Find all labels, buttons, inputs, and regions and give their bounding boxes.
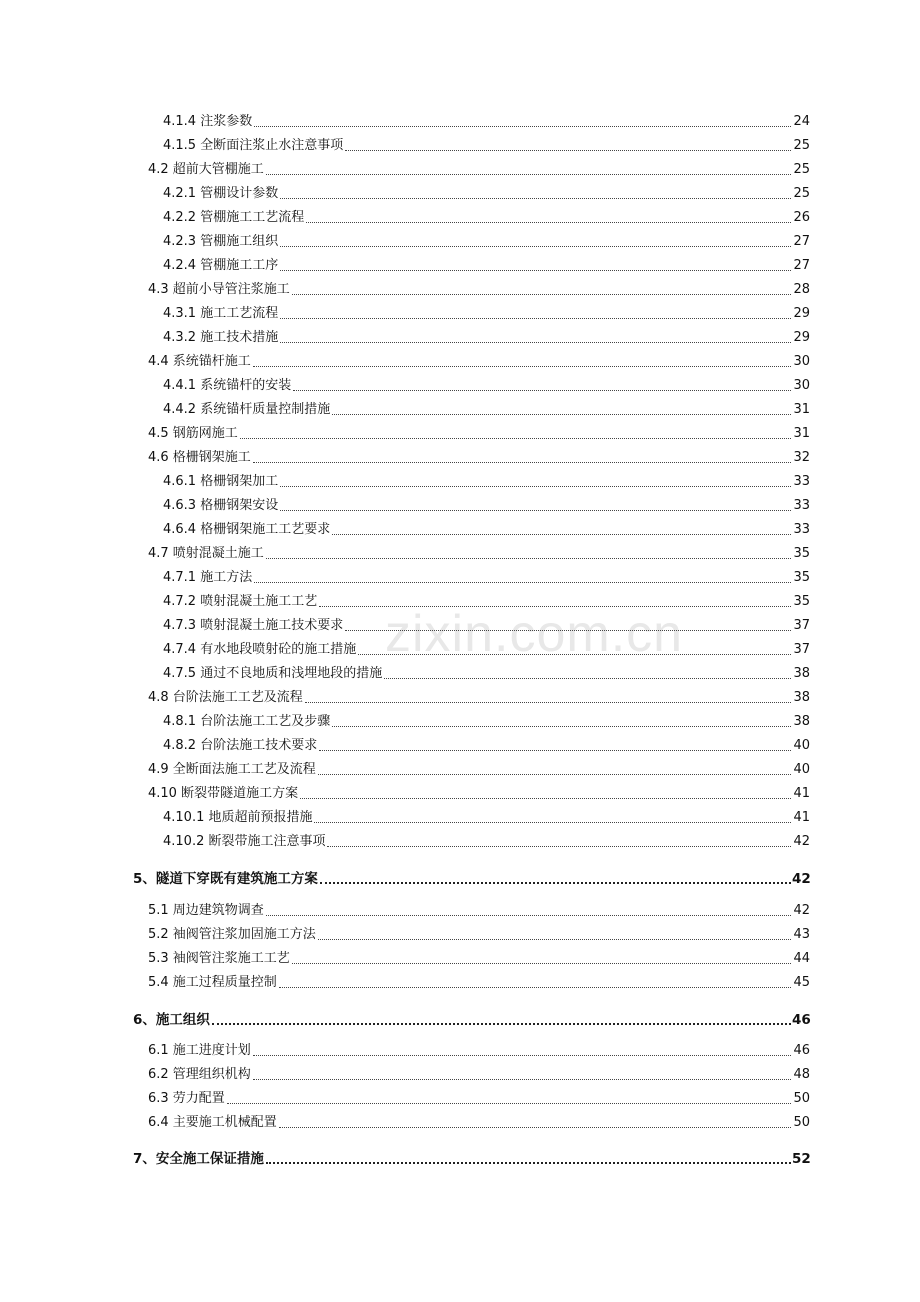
- toc-leader-dots: [266, 1162, 791, 1164]
- toc-entry[interactable]: [148, 762, 810, 778]
- toc-entry[interactable]: [163, 330, 810, 346]
- toc-entry[interactable]: [133, 871, 810, 887]
- toc-entry-title: 4.7.4 有水地段喷射砼的施工措施: [163, 642, 357, 657]
- toc-entry[interactable]: [148, 546, 810, 562]
- toc-leader-dots: [266, 558, 791, 559]
- toc-entry-page: 48: [793, 1067, 810, 1082]
- toc-entry-title: 7、安全施工保证措施: [133, 1151, 264, 1167]
- toc-entry-title: 4.2.4 管棚施工工序: [163, 258, 279, 273]
- toc-leader-dots: [345, 150, 791, 151]
- toc-entry[interactable]: [163, 138, 810, 154]
- toc-entry[interactable]: [148, 282, 810, 298]
- toc-leader-dots: [314, 822, 791, 823]
- toc-leader-dots: [227, 1103, 791, 1104]
- toc-entry[interactable]: [163, 258, 810, 274]
- toc-entry[interactable]: [148, 786, 810, 802]
- toc-entry-title: 4.8.2 台阶法施工技术要求: [163, 738, 318, 753]
- toc-entry-title: 4.7.2 喷射混凝土施工工艺: [163, 594, 318, 609]
- toc-leader-dots: [280, 510, 791, 511]
- toc-leader-dots: [266, 915, 791, 916]
- toc-leader-dots: [318, 939, 791, 940]
- toc-entry-title: 4.2.1 管棚设计参数: [163, 186, 279, 201]
- toc-entry[interactable]: [148, 354, 810, 370]
- toc-entry-page: 32: [793, 450, 810, 465]
- toc-leader-dots: [280, 198, 791, 199]
- toc-leader-dots: [318, 774, 791, 775]
- toc-entry[interactable]: [133, 1012, 810, 1028]
- toc-entry[interactable]: [148, 975, 810, 991]
- toc-entry[interactable]: [163, 114, 810, 130]
- watermark: zixin.com.cn: [385, 605, 684, 663]
- toc-entry-page: 26: [793, 210, 810, 225]
- toc-leader-dots: [279, 1127, 791, 1128]
- toc-leader-dots: [240, 438, 791, 439]
- toc-entry-title: 4.8.1 台阶法施工工艺及步骤: [163, 714, 331, 729]
- toc-entry[interactable]: [163, 618, 810, 634]
- toc-entry-title: 4.6.3 格栅钢架安设: [163, 498, 279, 513]
- toc-entry-page: 37: [793, 618, 810, 633]
- toc-entry-page: 24: [793, 114, 810, 129]
- toc-entry-page: 38: [793, 666, 810, 681]
- toc-entry-title: 6.1 施工进度计划: [148, 1043, 251, 1058]
- toc-entry-page: 33: [793, 498, 810, 513]
- toc-leader-dots: [306, 222, 791, 223]
- toc-entry[interactable]: [148, 1091, 810, 1107]
- toc-entry-page: 28: [793, 282, 810, 297]
- toc-entry-page: 46: [793, 1043, 810, 1058]
- toc-entry-page: 33: [793, 474, 810, 489]
- toc-entry-page: 35: [793, 570, 810, 585]
- toc-leader-dots: [254, 582, 791, 583]
- toc-entry[interactable]: [148, 426, 810, 442]
- toc-leader-dots: [280, 318, 791, 319]
- toc-entry-page: 50: [793, 1115, 810, 1130]
- toc-entry-title: 4.8 台阶法施工工艺及流程: [148, 690, 303, 705]
- toc-leader-dots: [253, 1055, 791, 1056]
- toc-entry-title: 4.4.2 系统锚杆质量控制措施: [163, 402, 331, 417]
- toc-entry[interactable]: [163, 402, 810, 418]
- toc-entry-page: 33: [793, 522, 810, 537]
- toc-entry-page: 38: [793, 690, 810, 705]
- toc-entry[interactable]: [148, 1043, 810, 1059]
- toc-leader-dots: [305, 702, 791, 703]
- toc-entry-page: 30: [793, 378, 810, 393]
- toc-leader-dots: [279, 987, 791, 988]
- toc-entry-page: 35: [793, 546, 810, 561]
- toc-entry-title: 4.10 断裂带隧道施工方案: [148, 786, 299, 801]
- toc-leader-dots: [292, 294, 791, 295]
- toc-entry-title: 4.3 超前小导管注浆施工: [148, 282, 290, 297]
- toc-entry-title: 6、施工组织: [133, 1012, 210, 1028]
- toc-entry-page: 44: [793, 951, 810, 966]
- toc-entry-page: 42: [793, 903, 810, 918]
- toc-entry-page: 25: [793, 138, 810, 153]
- toc-entry[interactable]: [163, 594, 810, 610]
- toc-entry-page: 46: [792, 1012, 811, 1028]
- toc-entry-title: 4.10.1 地质超前预报措施: [163, 810, 313, 825]
- toc-entry[interactable]: [148, 1115, 810, 1131]
- toc-entry-page: 42: [793, 834, 810, 849]
- toc-leader-dots: [280, 342, 791, 343]
- toc-entry-page: 37: [793, 642, 810, 657]
- toc-entry-title: 4.7.1 施工方法: [163, 570, 253, 585]
- toc-entry[interactable]: [163, 642, 810, 658]
- toc-entry[interactable]: [163, 186, 810, 202]
- toc-leader-dots: [332, 414, 791, 415]
- toc-entry-page: 41: [793, 810, 810, 825]
- toc-entry-title: 4.7.5 通过不良地质和浅埋地段的措施: [163, 666, 383, 681]
- toc-entry-title: 5.4 施工过程质量控制: [148, 975, 277, 990]
- toc-entry-page: 41: [793, 786, 810, 801]
- toc-entry-page: 38: [793, 714, 810, 729]
- toc-entry-page: 40: [793, 738, 810, 753]
- toc-leader-dots: [254, 126, 791, 127]
- toc-entry[interactable]: [163, 522, 810, 538]
- toc-entry-page: 42: [792, 871, 811, 887]
- toc-entry[interactable]: [163, 474, 810, 490]
- toc-leader-dots: [384, 678, 791, 679]
- toc-entry-title: 5.3 袖阀管注浆施工工艺: [148, 951, 290, 966]
- toc-entry-page: 45: [793, 975, 810, 990]
- toc-entry-title: 4.4.1 系统锚杆的安装: [163, 378, 292, 393]
- toc-leader-dots: [332, 534, 791, 535]
- toc-entry-page: 27: [793, 258, 810, 273]
- toc-entry[interactable]: [148, 927, 810, 943]
- toc-entry-title: 4.7 喷射混凝土施工: [148, 546, 264, 561]
- toc-entry-title: 6.2 管理组织机构: [148, 1067, 251, 1082]
- toc-leader-dots: [253, 462, 791, 463]
- toc-entry-title: 5、隧道下穿既有建筑施工方案: [133, 871, 318, 887]
- toc-leader-dots: [280, 246, 791, 247]
- toc-entry-title: 4.3.1 施工工艺流程: [163, 306, 279, 321]
- toc-entry-title: 4.6 格栅钢架施工: [148, 450, 251, 465]
- toc-leader-dots: [320, 882, 791, 884]
- toc-entry[interactable]: [133, 1151, 810, 1167]
- toc-entry[interactable]: [148, 450, 810, 466]
- toc-entry[interactable]: [163, 666, 810, 682]
- toc-entry-title: 4.10.2 断裂带施工注意事项: [163, 834, 326, 849]
- toc-entry-page: 50: [793, 1091, 810, 1106]
- toc-leader-dots: [319, 750, 791, 751]
- toc-entry-title: 5.1 周边建筑物调查: [148, 903, 264, 918]
- toc-entry[interactable]: [163, 738, 810, 754]
- toc-leader-dots: [280, 486, 791, 487]
- toc-entry[interactable]: [148, 903, 810, 919]
- toc-entry[interactable]: [163, 378, 810, 394]
- toc-entry-title: 6.3 劳力配置: [148, 1091, 225, 1106]
- toc-entry[interactable]: [163, 210, 810, 226]
- toc-entry[interactable]: [163, 834, 810, 850]
- toc-entry[interactable]: [148, 1067, 810, 1083]
- toc-entry[interactable]: [148, 162, 810, 178]
- toc-entry[interactable]: [148, 951, 810, 967]
- toc-entry[interactable]: [163, 570, 810, 586]
- toc-leader-dots: [212, 1023, 791, 1025]
- toc-leader-dots: [253, 1079, 791, 1080]
- toc-entry-title: 5.2 袖阀管注浆加固施工方法: [148, 927, 316, 942]
- toc-entry-page: 43: [793, 927, 810, 942]
- toc-entry-title: 4.9 全断面法施工工艺及流程: [148, 762, 316, 777]
- toc-entry-page: 35: [793, 594, 810, 609]
- toc-leader-dots: [292, 963, 791, 964]
- toc-leader-dots: [327, 846, 791, 847]
- toc-entry-title: 4.6.1 格栅钢架加工: [163, 474, 279, 489]
- toc-entry-page: 29: [793, 306, 810, 321]
- toc-leader-dots: [300, 798, 791, 799]
- toc-entry-title: 4.3.2 施工技术措施: [163, 330, 279, 345]
- toc-entry[interactable]: [148, 690, 810, 706]
- toc-entry-page: 25: [793, 162, 810, 177]
- toc-entry-title: 4.1.5 全断面注浆止水注意事项: [163, 138, 344, 153]
- toc-entry[interactable]: [163, 714, 810, 730]
- toc-leader-dots: [280, 270, 791, 271]
- toc-entry-title: 4.4 系统锚杆施工: [148, 354, 251, 369]
- toc-entry-page: 31: [793, 402, 810, 417]
- toc-entry-title: 4.5 钢筋网施工: [148, 426, 238, 441]
- toc-entry-title: 4.1.4 注浆参数: [163, 114, 253, 129]
- toc-entry-page: 27: [793, 234, 810, 249]
- toc-entry-title: 4.2.2 管棚施工工艺流程: [163, 210, 305, 225]
- toc-entry-page: 29: [793, 330, 810, 345]
- toc-entry[interactable]: [163, 810, 810, 826]
- toc-entry-page: 25: [793, 186, 810, 201]
- toc-leader-dots: [358, 654, 791, 655]
- toc-entry-page: 30: [793, 354, 810, 369]
- toc-entry-title: 4.2.3 管棚施工组织: [163, 234, 279, 249]
- toc-entry-page: 52: [792, 1151, 811, 1167]
- toc-leader-dots: [293, 390, 791, 391]
- toc-leader-dots: [319, 606, 791, 607]
- toc-entry-title: 4.6.4 格栅钢架施工工艺要求: [163, 522, 331, 537]
- toc-leader-dots: [345, 630, 791, 631]
- toc-entry-title: 4.2 超前大管棚施工: [148, 162, 264, 177]
- toc-leader-dots: [332, 726, 791, 727]
- toc-entry[interactable]: [163, 498, 810, 514]
- toc-leader-dots: [266, 174, 791, 175]
- toc-leader-dots: [253, 366, 791, 367]
- toc-entry[interactable]: [163, 234, 810, 250]
- toc-entry-title: 6.4 主要施工机械配置: [148, 1115, 277, 1130]
- toc-entry[interactable]: [163, 306, 810, 322]
- toc-entry-title: 4.7.3 喷射混凝土施工技术要求: [163, 618, 344, 633]
- toc-entry-page: 31: [793, 426, 810, 441]
- toc-entry-page: 40: [793, 762, 810, 777]
